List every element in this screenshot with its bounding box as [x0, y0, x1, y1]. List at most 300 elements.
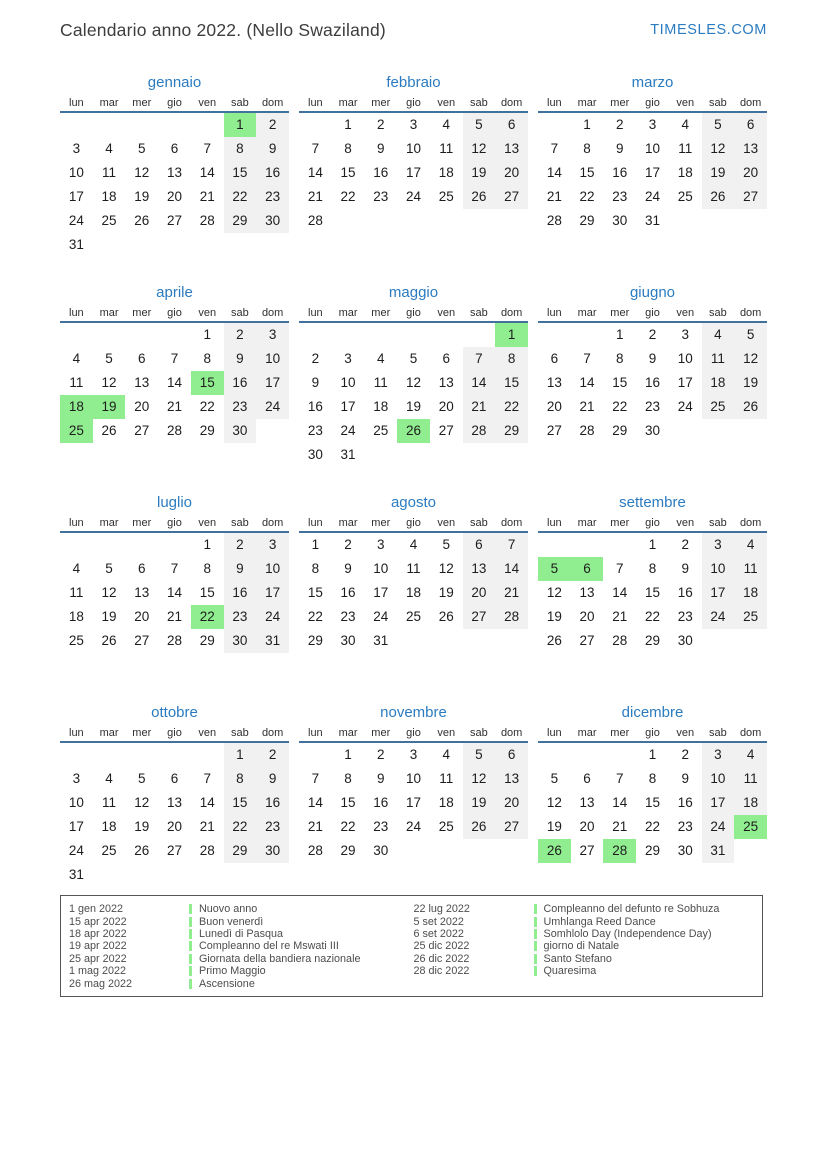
month-grid	[60, 305, 289, 443]
weekday-header-mer: mer	[364, 305, 397, 323]
day-cell: 4	[442, 117, 450, 132]
day-cell: 6	[138, 351, 146, 366]
day-cell: 9	[681, 561, 689, 576]
day-cell: 27	[579, 633, 595, 648]
month-ottobre	[60, 703, 289, 889]
site-logo-link[interactable]: TIMESLES.COM	[650, 22, 767, 38]
day-cell-empty	[430, 629, 463, 653]
day-cell-empty	[734, 209, 767, 233]
day-cell: 27	[166, 213, 182, 228]
day-cell: 25	[405, 609, 421, 624]
day-cell: 20	[134, 609, 150, 624]
day-cell-empty	[734, 419, 767, 443]
weekday-header-lun: lun	[60, 515, 93, 533]
day-cell: 17	[68, 189, 84, 204]
month-maggio	[299, 283, 528, 469]
day-cell: 7	[616, 771, 624, 786]
day-cell: 14	[612, 585, 628, 600]
day-cell: 20	[166, 189, 182, 204]
day-cell-empty	[158, 863, 191, 887]
day-cell: 18	[438, 165, 454, 180]
day-cell-holiday: 19	[93, 395, 126, 419]
day-cell: 29	[644, 843, 660, 858]
day-cell: 5	[138, 771, 146, 786]
day-cell: 29	[340, 843, 356, 858]
day-cell-empty	[332, 209, 365, 233]
legend-holiday-name: Somhlolo Day (Independence Day)	[543, 927, 712, 940]
day-cell: 8	[495, 347, 528, 371]
day-cell-empty	[463, 323, 496, 347]
day-cell: 20	[579, 609, 595, 624]
day-cell: 11	[69, 375, 84, 390]
weekday-header-lun: lun	[60, 305, 93, 323]
day-cell-empty	[191, 863, 224, 887]
holiday-marker-icon	[534, 941, 537, 951]
day-cell: 20	[495, 791, 528, 815]
day-cell: 17	[405, 795, 421, 810]
day-cell: 24	[405, 819, 421, 834]
day-cell: 14	[166, 585, 182, 600]
legend-holiday-name: Compleanno del re Mswati III	[199, 940, 339, 953]
day-cell: 30	[612, 213, 628, 228]
weekday-header-lun: lun	[538, 725, 571, 743]
weekday-header-gio: gio	[158, 515, 191, 533]
day-cell: 6	[463, 533, 496, 557]
day-cell-empty	[191, 743, 224, 767]
day-cell-empty	[538, 113, 571, 137]
day-cell: 26	[546, 633, 562, 648]
day-cell: 18	[734, 581, 767, 605]
weekday-header-mer: mer	[603, 305, 636, 323]
legend-row	[414, 915, 755, 927]
legend-date: 25 apr 2022	[69, 952, 127, 965]
month-title: dicembre	[621, 704, 684, 721]
day-cell: 16	[256, 161, 289, 185]
day-cell: 8	[224, 767, 257, 791]
legend-date: 1 mag 2022	[69, 965, 127, 978]
weekday-header-dom: dom	[256, 725, 289, 743]
day-cell: 11	[102, 795, 117, 810]
day-cell: 9	[224, 347, 257, 371]
day-cell: 8	[203, 561, 211, 576]
day-cell: 4	[409, 537, 418, 552]
day-cell-empty	[603, 533, 636, 557]
day-cell: 12	[546, 795, 562, 810]
day-cell-empty	[224, 233, 257, 257]
weekday-header-sab: sab	[224, 95, 257, 113]
holiday-marker-icon	[189, 917, 192, 927]
legend-holiday-name: Giornata della bandiera nazionale	[199, 952, 361, 965]
day-cell: 18	[405, 585, 421, 600]
day-cell: 5	[409, 351, 418, 366]
day-cell: 14	[307, 165, 323, 180]
day-cell: 9	[256, 137, 289, 161]
day-cell: 17	[644, 165, 660, 180]
day-cell: 3	[256, 323, 289, 347]
day-cell: 2	[256, 113, 289, 137]
day-cell: 27	[134, 633, 150, 648]
day-cell-empty	[125, 743, 158, 767]
day-cell: 20	[734, 161, 767, 185]
day-cell: 30	[340, 633, 356, 648]
day-cell: 11	[406, 561, 421, 576]
day-cell: 25	[734, 605, 767, 629]
day-cell-holiday: 18	[60, 395, 93, 419]
day-cell: 10	[373, 561, 389, 576]
month-luglio	[60, 493, 289, 679]
day-cell: 28	[463, 419, 496, 443]
day-cell: 22	[199, 399, 215, 414]
day-cell: 29	[495, 419, 528, 443]
legend-column-1	[69, 903, 410, 990]
day-cell-empty	[158, 533, 191, 557]
day-cell: 28	[612, 633, 628, 648]
day-cell: 12	[134, 165, 150, 180]
holiday-marker-icon	[189, 941, 192, 951]
day-cell: 30	[644, 423, 660, 438]
legend-row	[414, 965, 755, 977]
day-cell: 9	[377, 771, 385, 786]
weekday-header-mar: mar	[332, 515, 365, 533]
day-cell: 9	[648, 351, 657, 366]
day-cell: 12	[546, 585, 562, 600]
weekday-header-ven: ven	[669, 95, 702, 113]
day-cell: 26	[438, 609, 454, 624]
month-grid	[538, 95, 767, 233]
day-cell: 5	[702, 113, 735, 137]
day-cell: 25	[438, 819, 454, 834]
day-cell-empty	[669, 209, 702, 233]
weekday-header-mar: mar	[93, 95, 126, 113]
month-grid	[299, 305, 528, 467]
day-cell: 4	[105, 771, 113, 786]
day-cell-empty	[463, 839, 496, 863]
day-cell-empty	[224, 863, 257, 887]
day-cell: 7	[203, 771, 211, 786]
day-cell-empty	[430, 209, 463, 233]
day-cell: 23	[224, 605, 257, 629]
day-cell-empty	[256, 419, 289, 443]
month-febbraio	[299, 73, 528, 259]
day-cell: 2	[311, 351, 320, 366]
day-cell: 26	[463, 185, 496, 209]
day-cell-empty	[430, 443, 463, 467]
weekday-header-gio: gio	[636, 725, 669, 743]
day-cell: 4	[105, 141, 113, 156]
day-cell: 16	[224, 371, 257, 395]
weekday-header-ven: ven	[669, 305, 702, 323]
day-cell-empty	[191, 113, 224, 137]
day-cell: 24	[256, 395, 289, 419]
day-cell: 13	[166, 795, 182, 810]
weekday-header-dom: dom	[734, 725, 767, 743]
day-cell-empty	[158, 743, 191, 767]
month-title: ottobre	[151, 704, 198, 721]
day-cell: 18	[438, 795, 454, 810]
day-cell-empty	[60, 113, 93, 137]
day-cell: 14	[495, 557, 528, 581]
day-cell: 13	[495, 137, 528, 161]
day-cell: 1	[648, 747, 657, 762]
day-cell: 12	[734, 347, 767, 371]
day-cell: 24	[644, 189, 660, 204]
legend-row	[69, 903, 410, 915]
day-cell: 26	[134, 843, 150, 858]
legend-date: 1 gen 2022	[69, 903, 124, 916]
day-cell: 8	[344, 771, 352, 786]
day-cell: 28	[307, 843, 323, 858]
day-cell: 1	[616, 327, 624, 342]
weekday-header-ven: ven	[430, 95, 463, 113]
day-cell: 19	[405, 399, 421, 414]
day-cell: 25	[68, 633, 84, 648]
day-cell: 10	[256, 557, 289, 581]
month-title: aprile	[156, 284, 193, 301]
day-cell: 17	[373, 585, 389, 600]
day-cell: 11	[69, 585, 84, 600]
day-cell: 15	[495, 371, 528, 395]
legend-holiday-name: Compleanno del defunto re Sobhuza	[543, 903, 720, 916]
day-cell-holiday: 22	[191, 605, 224, 629]
day-cell: 22	[224, 185, 257, 209]
day-cell: 25	[101, 843, 117, 858]
weekday-header-ven: ven	[669, 725, 702, 743]
weekday-header-mar: mar	[332, 305, 365, 323]
day-cell-empty	[125, 113, 158, 137]
day-cell: 27	[495, 185, 528, 209]
day-cell: 18	[373, 399, 389, 414]
day-cell: 26	[702, 185, 735, 209]
month-title: agosto	[390, 494, 437, 511]
day-cell-empty	[495, 629, 528, 653]
day-cell: 12	[463, 137, 496, 161]
weekday-header-ven: ven	[430, 725, 463, 743]
day-cell: 12	[101, 375, 117, 390]
day-cell-holiday: 26	[538, 839, 571, 863]
legend-holiday-name: Nuovo anno	[199, 903, 258, 916]
day-cell: 21	[579, 399, 595, 414]
weekday-header-sab: sab	[463, 305, 496, 323]
day-cell: 28	[495, 605, 528, 629]
day-cell: 22	[579, 189, 595, 204]
weekday-header-lun: lun	[60, 95, 93, 113]
legend-holiday-name: Primo Maggio	[199, 965, 266, 978]
day-cell: 1	[344, 117, 352, 132]
day-cell-empty	[125, 863, 158, 887]
day-cell: 14	[199, 165, 215, 180]
day-cell: 6	[138, 561, 146, 576]
weekday-header-dom: dom	[256, 515, 289, 533]
day-cell-empty	[397, 629, 430, 653]
day-cell: 14	[463, 371, 496, 395]
day-cell: 2	[681, 537, 689, 552]
weekday-header-lun: lun	[299, 305, 332, 323]
day-cell: 22	[644, 819, 660, 834]
day-cell: 18	[734, 791, 767, 815]
day-cell: 13	[463, 557, 496, 581]
weekday-header-gio: gio	[397, 95, 430, 113]
day-cell: 9	[256, 767, 289, 791]
day-cell: 4	[377, 351, 385, 366]
day-cell-empty	[702, 419, 735, 443]
day-cell: 19	[546, 609, 562, 624]
day-cell: 4	[702, 323, 735, 347]
day-cell: 24	[68, 213, 84, 228]
day-cell-empty	[158, 323, 191, 347]
day-cell: 6	[170, 771, 179, 786]
day-cell: 18	[101, 189, 117, 204]
day-cell: 1	[583, 117, 591, 132]
day-cell: 12	[405, 375, 421, 390]
day-cell: 12	[438, 561, 454, 576]
day-cell: 11	[702, 347, 735, 371]
day-cell: 4	[681, 117, 689, 132]
day-cell: 24	[68, 843, 84, 858]
day-cell: 8	[583, 141, 591, 156]
day-cell-empty	[256, 233, 289, 257]
day-cell: 23	[373, 189, 389, 204]
day-cell: 10	[68, 165, 84, 180]
day-cell: 2	[648, 327, 657, 342]
day-cell: 6	[170, 141, 179, 156]
day-cell-empty	[430, 323, 463, 347]
holiday-legend	[60, 895, 763, 997]
weekday-header-lun: lun	[299, 515, 332, 533]
day-cell: 5	[105, 561, 113, 576]
day-cell: 1	[203, 327, 211, 342]
day-cell: 1	[203, 537, 211, 552]
day-cell: 11	[439, 771, 454, 786]
weekday-header-gio: gio	[158, 305, 191, 323]
day-cell: 13	[438, 375, 454, 390]
weekday-header-mer: mer	[603, 95, 636, 113]
holiday-marker-icon	[534, 966, 537, 976]
weekday-header-mer: mer	[364, 725, 397, 743]
day-cell: 3	[72, 771, 81, 786]
holiday-marker-icon	[534, 954, 537, 964]
day-cell-empty	[93, 863, 126, 887]
day-cell: 11	[678, 141, 693, 156]
day-cell: 7	[495, 533, 528, 557]
day-cell: 6	[550, 351, 559, 366]
day-cell: 13	[579, 795, 595, 810]
legend-date: 25 dic 2022	[413, 940, 470, 953]
day-cell: 6	[734, 113, 767, 137]
weekday-header-lun: lun	[538, 305, 571, 323]
day-cell-empty	[256, 863, 289, 887]
day-cell: 5	[734, 323, 767, 347]
legend-date: 28 dic 2022	[413, 965, 470, 978]
day-cell-holiday: 6	[571, 557, 604, 581]
day-cell: 3	[377, 537, 385, 552]
month-title: gennaio	[147, 74, 202, 91]
day-cell-empty	[538, 743, 571, 767]
day-cell: 19	[101, 609, 117, 624]
day-cell-empty	[332, 323, 365, 347]
day-cell: 3	[72, 141, 81, 156]
legend-row	[414, 928, 755, 940]
day-cell: 10	[256, 347, 289, 371]
weekday-header-gio: gio	[636, 305, 669, 323]
month-agosto	[299, 493, 528, 679]
day-cell: 8	[224, 137, 257, 161]
weekday-header-ven: ven	[191, 305, 224, 323]
day-cell: 16	[256, 791, 289, 815]
legend-row	[69, 928, 410, 940]
day-cell-empty	[702, 209, 735, 233]
day-cell-empty	[734, 629, 767, 653]
day-cell: 8	[616, 351, 624, 366]
day-cell-empty	[60, 743, 93, 767]
day-cell: 9	[681, 771, 689, 786]
day-cell: 24	[373, 609, 389, 624]
day-cell: 27	[579, 843, 595, 858]
day-cell-empty	[463, 443, 496, 467]
day-cell: 7	[463, 347, 496, 371]
day-cell: 29	[644, 633, 660, 648]
legend-row	[69, 977, 410, 989]
day-cell: 31	[68, 237, 84, 252]
weekday-header-sab: sab	[463, 95, 496, 113]
day-cell: 30	[307, 447, 323, 462]
day-cell: 21	[166, 399, 182, 414]
day-cell: 21	[307, 819, 323, 834]
day-cell: 5	[105, 351, 113, 366]
legend-holiday-name: Quaresima	[543, 965, 597, 978]
day-cell: 7	[203, 141, 211, 156]
legend-date: 5 set 2022	[413, 915, 464, 928]
weekday-header-dom: dom	[256, 95, 289, 113]
day-cell: 14	[546, 165, 562, 180]
weekday-header-dom: dom	[256, 305, 289, 323]
legend-holiday-name: Lunedì di Pasqua	[199, 927, 284, 940]
day-cell: 6	[583, 771, 591, 786]
day-cell: 19	[734, 371, 767, 395]
day-cell-empty	[495, 443, 528, 467]
weekday-header-lun: lun	[538, 95, 571, 113]
weekday-header-mar: mar	[571, 95, 604, 113]
day-cell: 23	[256, 185, 289, 209]
day-cell: 25	[373, 423, 389, 438]
day-cell: 23	[677, 609, 693, 624]
day-cell: 1	[224, 743, 257, 767]
day-cell-empty	[571, 743, 604, 767]
day-cell-holiday: 28	[603, 839, 636, 863]
day-cell: 16	[373, 795, 389, 810]
day-cell: 24	[677, 399, 693, 414]
day-cell: 15	[199, 585, 215, 600]
month-title: novembre	[380, 704, 447, 721]
day-cell: 2	[224, 323, 257, 347]
day-cell: 4	[72, 351, 81, 366]
day-cell: 6	[442, 351, 450, 366]
day-cell: 23	[224, 395, 257, 419]
weekday-header-mer: mer	[125, 725, 158, 743]
day-cell: 10	[677, 351, 693, 366]
page-title: Calendario anno 2022. (Nello Swaziland)	[60, 20, 386, 40]
day-cell: 21	[307, 189, 323, 204]
day-cell: 10	[405, 771, 421, 786]
day-cell-empty	[125, 533, 158, 557]
day-cell: 4	[734, 533, 767, 557]
weekday-header-mar: mar	[571, 305, 604, 323]
day-cell: 19	[702, 161, 735, 185]
day-cell: 13	[734, 137, 767, 161]
day-cell: 16	[612, 165, 628, 180]
month-grid	[299, 515, 528, 653]
weekday-header-mar: mar	[93, 515, 126, 533]
day-cell-empty	[299, 113, 332, 137]
